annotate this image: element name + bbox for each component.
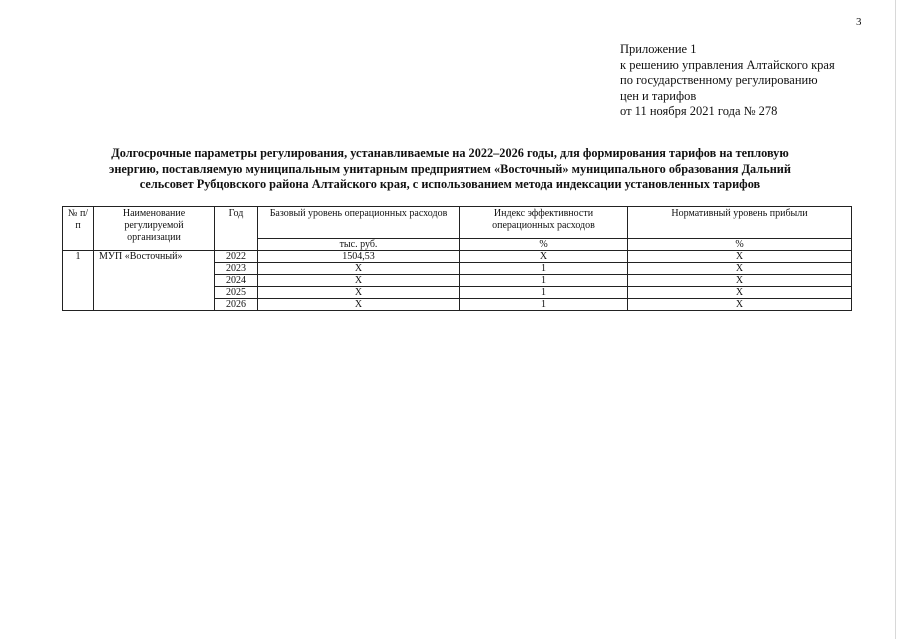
document-title: Долгосрочные параметры регулирования, устанавливаемые на 2022–2026 годы, для формирования тарифов на тепловую энергию, поставляемую муниципальным унитарным предприятием «Восточный» муниципального образования Дальний сельсовет Рубцовского района Алтайского края, с использованием метода индексации установленных тарифов [109, 146, 791, 191]
header-index: Индекс эффективности операционных расходов [460, 207, 628, 239]
page-number: 3 [856, 16, 862, 28]
cell-profit: X [628, 275, 852, 287]
organization-name: МУП «Восточный» [94, 251, 215, 311]
cell-year: 2022 [215, 251, 258, 263]
appendix-line: цен и тарифов [620, 88, 697, 103]
cell-index: 1 [460, 287, 628, 299]
unit-base: тыс. руб. [258, 239, 460, 251]
cell-base: X [258, 299, 460, 311]
row-number: 1 [63, 251, 94, 311]
cell-profit: X [628, 299, 852, 311]
cell-year: 2024 [215, 275, 258, 287]
appendix-line: по государственному регулированию [620, 73, 818, 87]
cell-profit: X [628, 287, 852, 299]
cell-base: 1504,53 [258, 251, 460, 263]
header-year: Год [215, 207, 258, 251]
page-edge-line [895, 0, 896, 639]
cell-year: 2026 [215, 299, 258, 311]
cell-base: X [258, 275, 460, 287]
unit-index: % [460, 239, 628, 251]
cell-year: 2023 [215, 263, 258, 275]
appendix-line: от 11 ноября 2021 года № 278 [620, 104, 778, 118]
appendix-line: Приложение 1 [620, 42, 697, 56]
cell-year: 2025 [215, 287, 258, 299]
cell-index: 1 [460, 263, 628, 275]
unit-profit: % [628, 239, 852, 251]
cell-base: X [258, 263, 460, 275]
table-row [63, 251, 852, 263]
cell-profit: X [628, 251, 852, 263]
header-profit: Нормативный уровень прибыли [628, 207, 852, 239]
cell-index: X [460, 251, 628, 263]
cell-index: 1 [460, 275, 628, 287]
parameters-table [62, 206, 852, 311]
header-num: № п/п [63, 207, 94, 251]
cell-profit: X [628, 263, 852, 275]
appendix-line: к решению управления Алтайского края [620, 57, 835, 72]
table-header-row [63, 207, 852, 239]
cell-index: 1 [460, 299, 628, 311]
appendix-block [620, 42, 835, 120]
header-org: Наименование регулируемой организации [94, 207, 215, 251]
cell-base: X [258, 287, 460, 299]
header-base: Базовый уровень операционных расходов [258, 207, 460, 239]
